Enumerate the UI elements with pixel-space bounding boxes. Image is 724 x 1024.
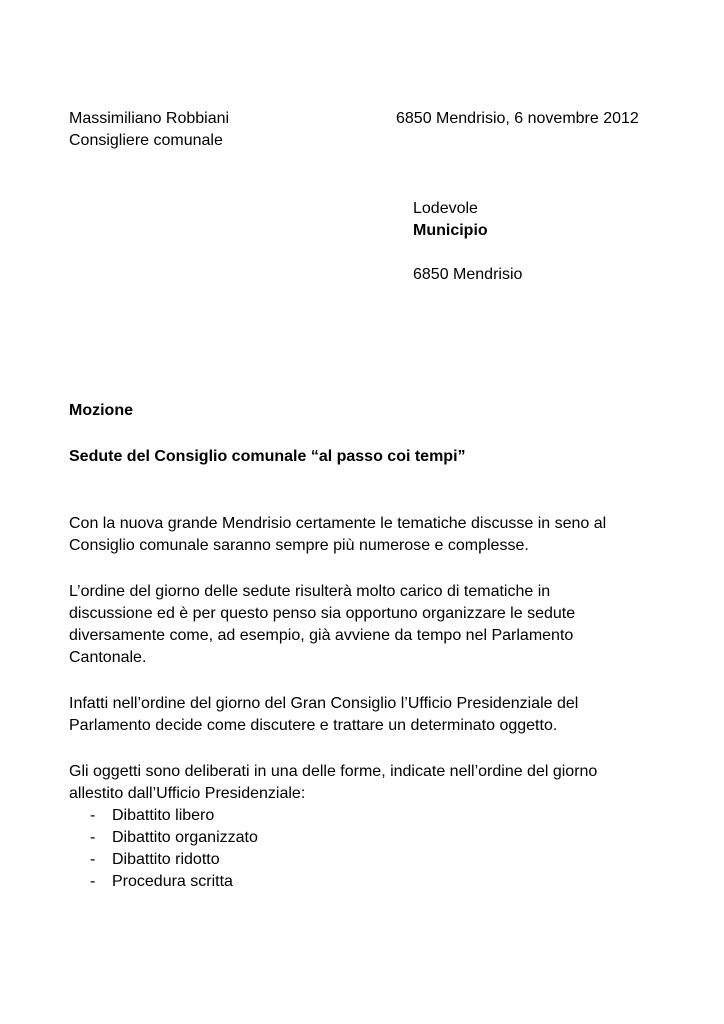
list-item: Dibattito organizzato [112, 829, 258, 846]
paragraph-2-line-1: L’ordine del giorno delle sedute risulterà molto carico di tematiche in [69, 583, 551, 600]
paragraph-1-line-2: Consiglio comunale saranno sempre più numerose e complesse. [69, 537, 529, 554]
list-item: Dibattito ridotto [112, 851, 220, 868]
recipient-name: Municipio [413, 222, 488, 239]
paragraph-3-line-1: Infatti nell’ordine del giorno del Gran Consiglio l’Ufficio Presidenziale del [69, 695, 579, 712]
document-heading: Mozione [69, 402, 133, 419]
paragraph-4-line-1: Gli oggetti sono deliberati in una delle forme, indicate nell’ordine del giorno [69, 763, 598, 780]
sender-name: Massimiliano Robbiani [69, 110, 230, 127]
paragraph-2-line-2: discussione ed è per questo penso sia opportuno organizzare le sedute [69, 605, 576, 622]
list-marker: - [90, 829, 96, 846]
paragraph-4-line-2: allestito dall’Ufficio Presidenziale: [69, 785, 306, 802]
paragraph-2-line-4: Cantonale. [69, 649, 147, 666]
list-marker: - [90, 873, 96, 890]
sender-role: Consigliere comunale [69, 132, 223, 149]
list-item: Procedura scritta [112, 873, 233, 890]
place-date: 6850 Mendrisio, 6 novembre 2012 [396, 110, 639, 127]
paragraph-1-line-1: Con la nuova grande Mendrisio certamente le tematiche discusse in seno al [69, 515, 607, 532]
recipient-address: 6850 Mendrisio [413, 266, 523, 283]
paragraph-3-line-2: Parlamento decide come discutere e trattare un determinato oggetto. [69, 717, 558, 734]
document-subject: Sedute del Consiglio comunale “al passo coi tempi” [69, 448, 466, 465]
list-item: Dibattito libero [112, 807, 215, 824]
list-marker: - [90, 851, 96, 868]
list-marker: - [90, 807, 96, 824]
paragraph-2-line-3: diversamente come, ad esempio, già avviene da tempo nel Parlamento [69, 627, 574, 644]
recipient-salutation: Lodevole [413, 200, 478, 217]
